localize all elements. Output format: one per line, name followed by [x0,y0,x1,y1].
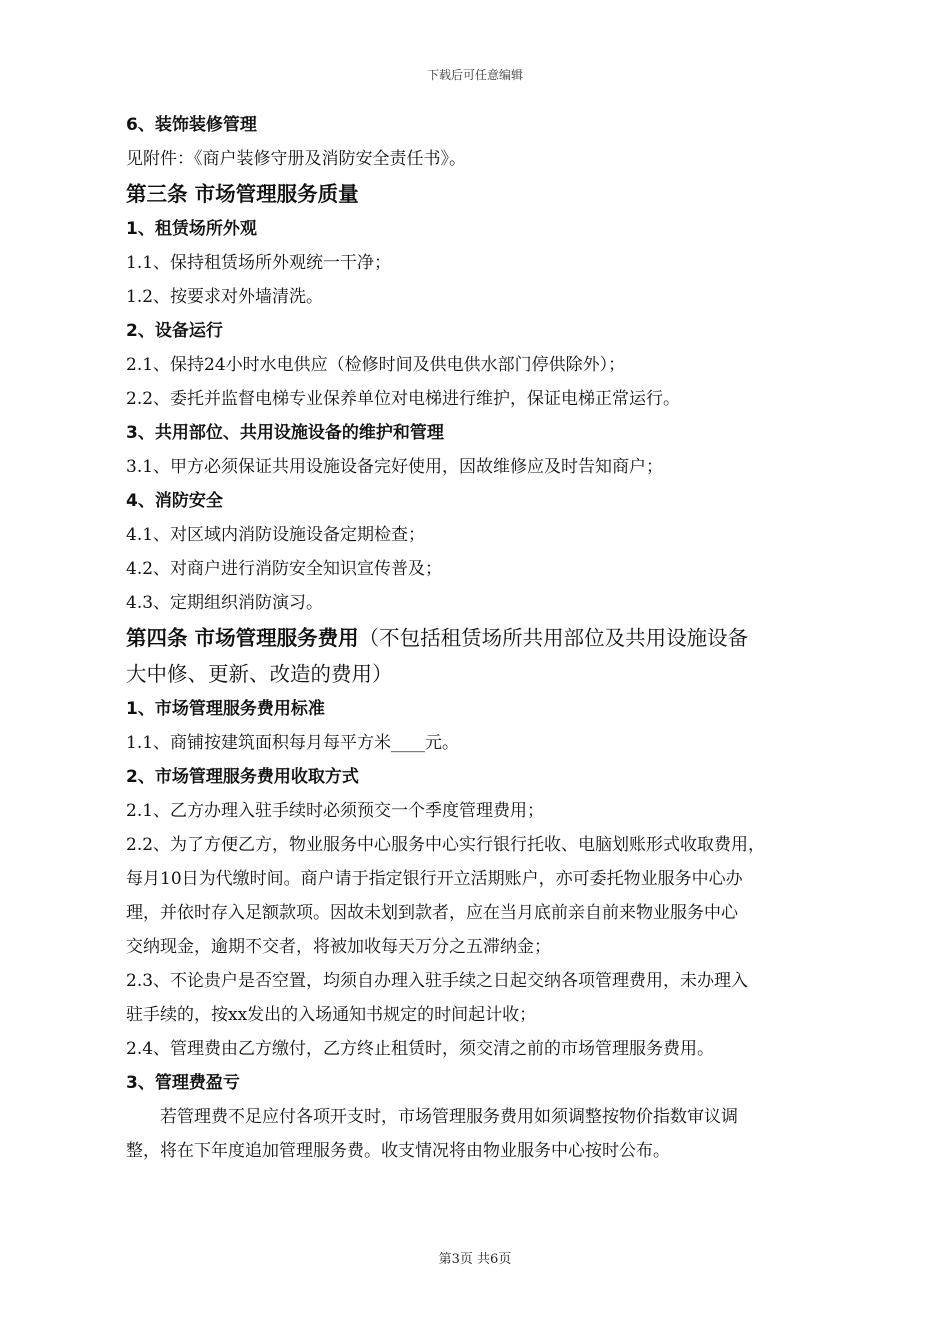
paragraph-line: 驻手续的，按xx发出的入场通知书规定的时间起计收； [126,1005,537,1025]
paragraph-line: 2.1、保持24小时水电供应（检修时间及供电供水部门停供除外）； [126,355,626,375]
page-header: 下载后可任意编辑 [426,68,523,82]
section-heading-note: 大中修、更新、改造的费用） [126,662,393,686]
subheading: 6、装饰装修管理 [126,115,257,135]
section-heading [126,620,838,656]
subheading: 2、市场管理服务费用收取方式 [126,767,359,787]
section-heading-title: 第三条 市场管理服务质量 [126,182,359,206]
page-footer: 第3页 共6页 [438,1252,512,1267]
paragraph-line: 见附件：《商户装修守册及消防安全责任书》。 [126,149,466,169]
paragraph-line: 2.4、管理费由乙方缴付，乙方终止租赁时，须交清之前的市场管理服务费用。 [126,1039,715,1059]
paragraph-line: 3.1、甲方必须保证共用设施设备完好使用，因故维修应及时告知商户； [126,457,664,477]
paragraph-line: 整，将在下年度追加管理服务费。收支情况将由物业服务中心按时公布。 [126,1141,670,1161]
subheading: 1、租赁场所外观 [126,219,257,239]
section-heading [126,656,838,692]
paragraph-line: 理，并依时存入足额款项。因故未划到款者，应在当月底前亲自前来物业服务中心 [126,903,738,923]
paragraph-line: 2.2、委托并监督电梯专业保养单位对电梯进行维护，保证电梯正常运行。 [126,389,681,409]
paragraph-line: 1.1、商铺按建筑面积每月每平方米____元。 [126,733,460,753]
subheading: 3、管理费盈亏 [126,1073,240,1093]
document-body [126,108,838,1168]
paragraph-line: 2.3、不论贵户是否空置，均须自办理入驻手续之日起交纳各项管理费用，未办理入 [126,971,749,991]
section-heading [126,176,838,212]
section-heading-note: （不包括租赁场所共用部位及共用设施设备 [358,626,749,650]
paragraph-line: 2.1、乙方办理入驻手续时必须预交一个季度管理费用； [126,801,545,821]
paragraph-line: 2.2、为了方便乙方，物业服务中心服务中心实行银行托收、电脑划账形式收取费用， [126,835,766,855]
subheading: 4、消防安全 [126,491,223,511]
subheading: 3、共用部位、共用设施设备的维护和管理 [126,423,444,443]
subheading: 1、市场管理服务费用标准 [126,699,325,719]
paragraph-line: 4.1、对区域内消防设施设备定期检查； [126,525,426,545]
paragraph-line: 1.1、保持租赁场所外观统一干净； [126,253,392,273]
paragraph-line: 每月10日为代缴时间。商户请于指定银行开立活期账户，亦可委托物业服务中心办 [126,869,743,889]
paragraph-line: 4.2、对商户进行消防安全知识宣传普及； [126,559,443,579]
paragraph-line: 若管理费不足应付各项开支时，市场管理服务费用如须调整按物价指数审议调 [160,1107,738,1127]
paragraph-line: 1.2、按要求对外墙清洗。 [126,287,324,307]
paragraph-line: 4.3、定期组织消防演习。 [126,593,324,613]
paragraph-line: 交纳现金，逾期不交者，将被加收每天万分之五滞纳金； [126,937,551,957]
section-heading-title: 第四条 市场管理服务费用 [126,626,359,650]
subheading: 2、设备运行 [126,321,223,341]
